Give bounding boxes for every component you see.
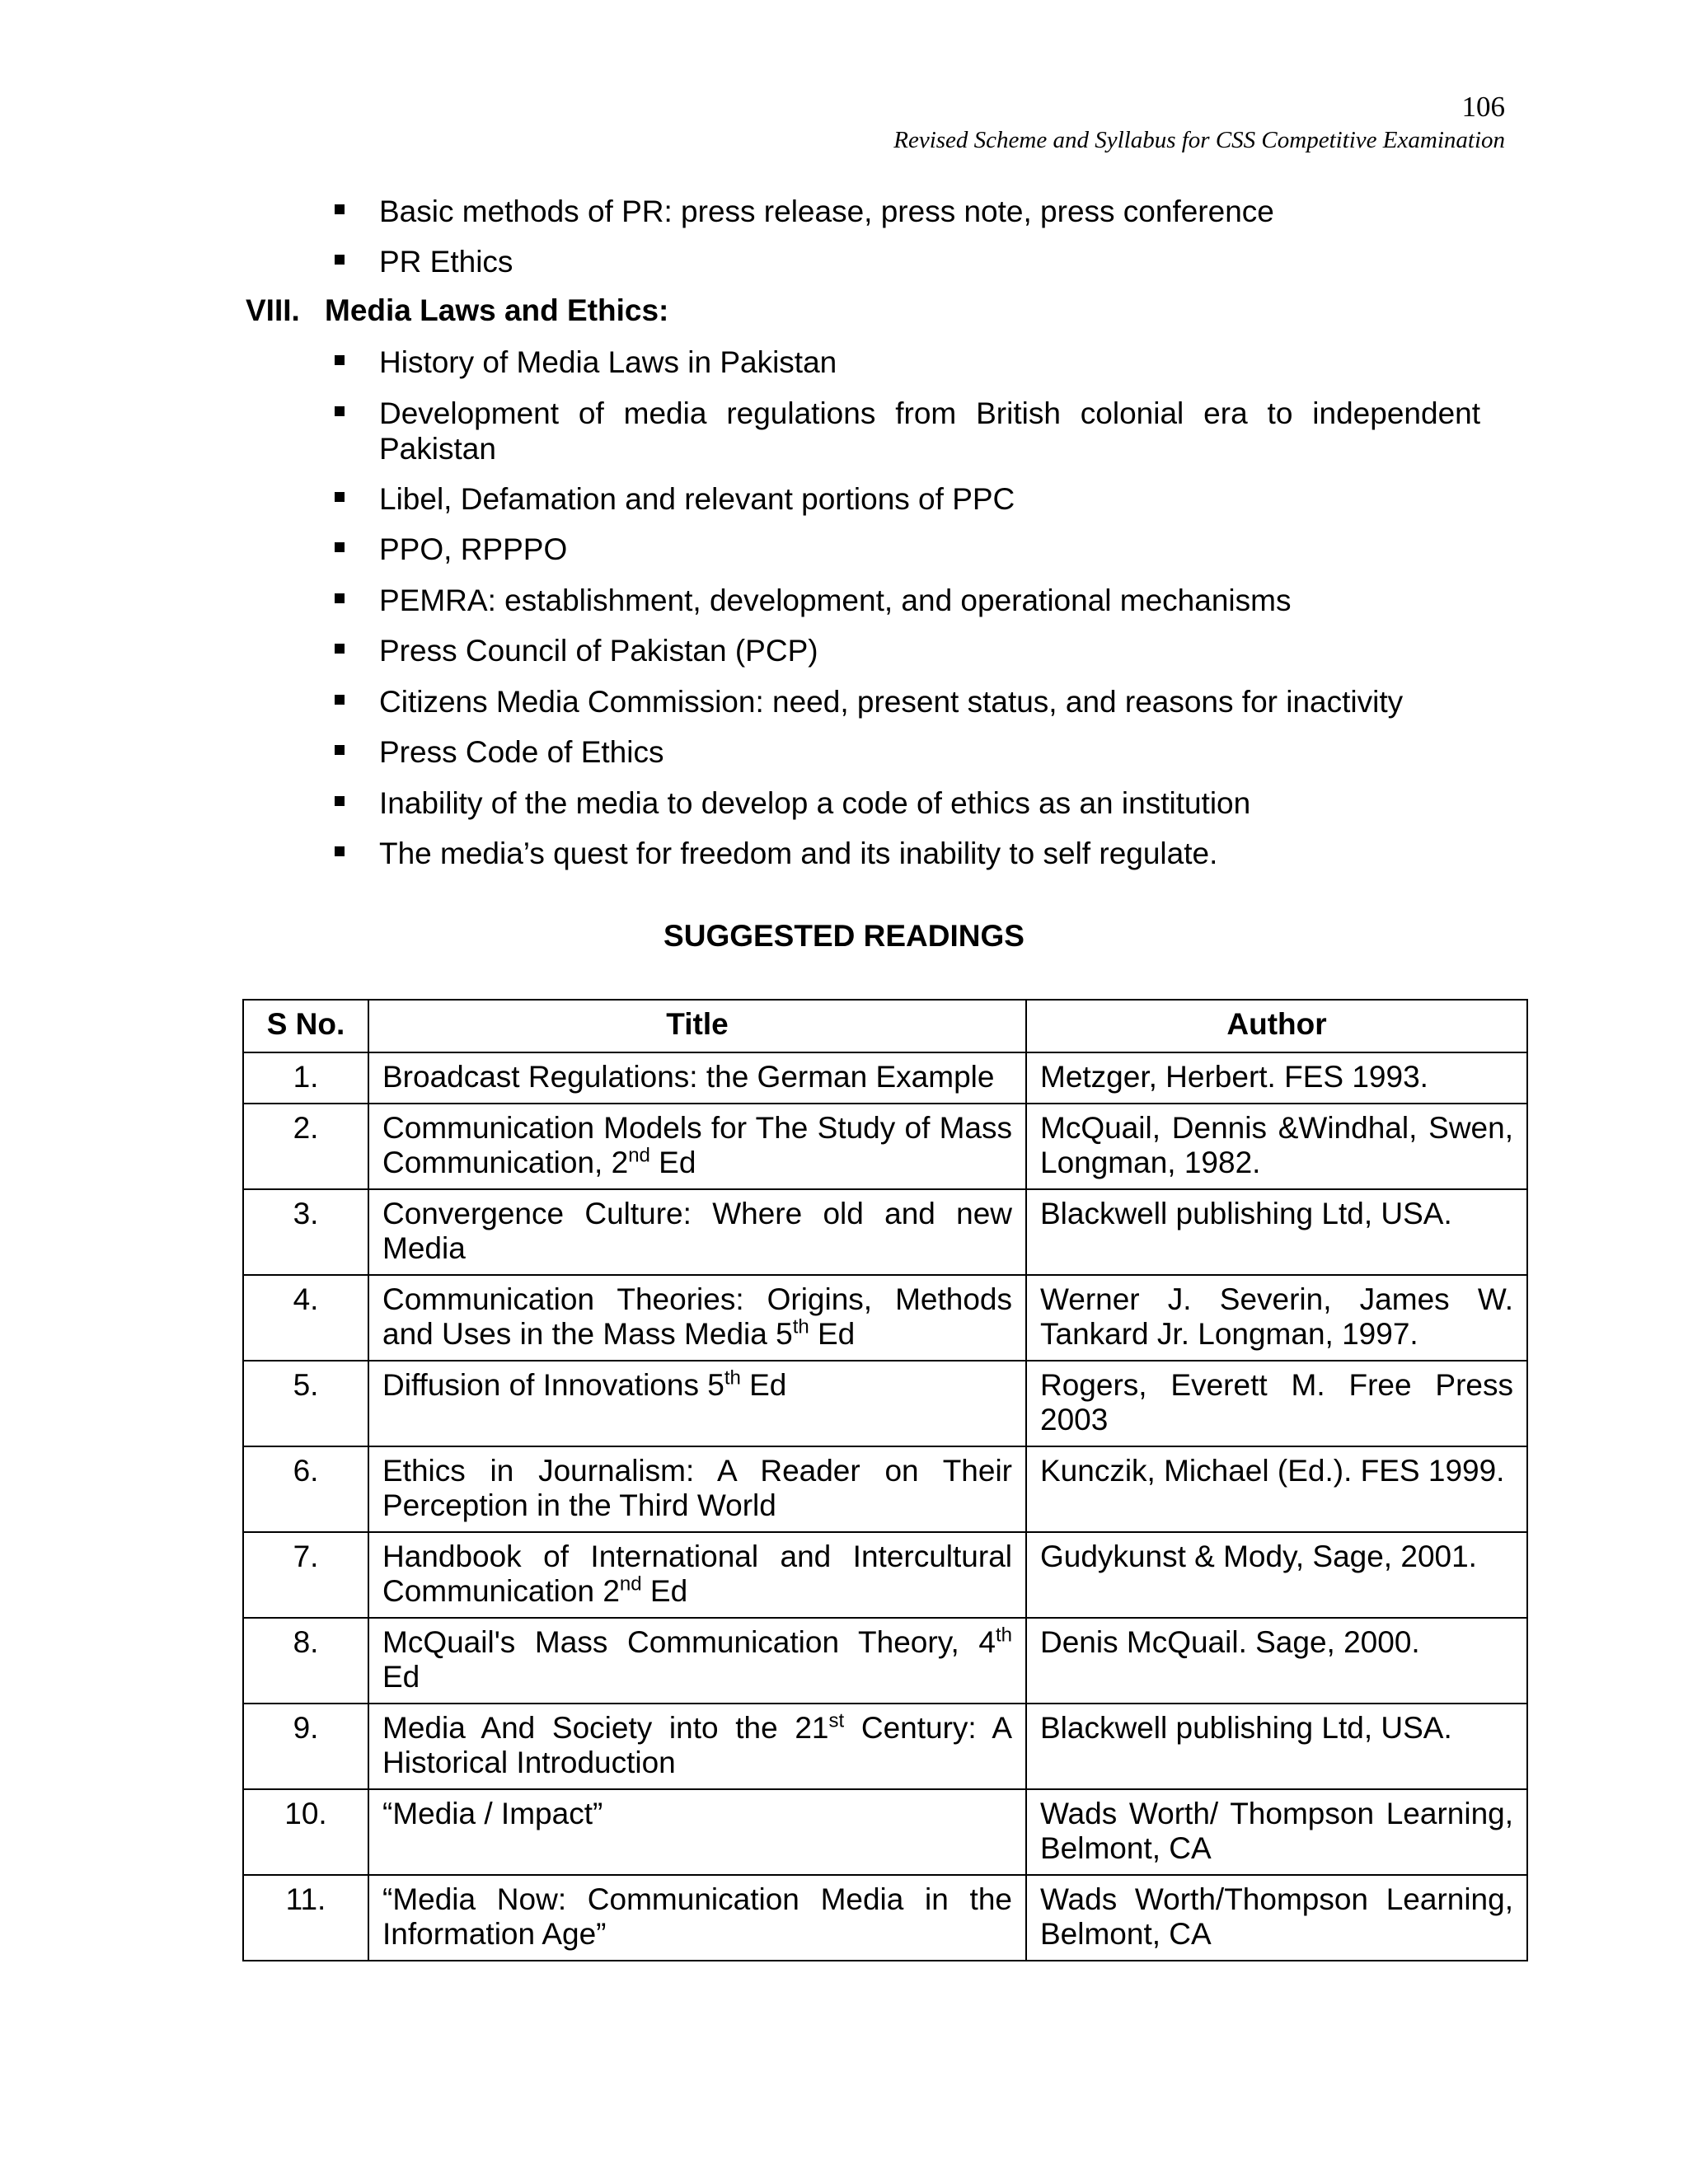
cell-author: Wads Worth/ Thompson Learning, Belmont, CA bbox=[1026, 1789, 1527, 1875]
list-item: Press Code of Ethics bbox=[379, 734, 1480, 770]
cell-title: Broadcast Regulations: the German Example bbox=[368, 1052, 1026, 1104]
cell-title: “Media / Impact” bbox=[368, 1789, 1026, 1875]
list-item: Development of media regulations from British colonial era to independent Pakistan bbox=[379, 396, 1480, 466]
square-bullet-icon bbox=[335, 695, 345, 705]
list-item: Citizens Media Commission: need, present status, and reasons for inactivity bbox=[379, 684, 1480, 719]
table-row bbox=[243, 1704, 1527, 1789]
table-row bbox=[243, 1875, 1527, 1961]
square-bullet-icon bbox=[335, 644, 345, 654]
list-item: Libel, Defamation and relevant portions of PPC bbox=[379, 481, 1480, 517]
square-bullet-icon bbox=[335, 355, 345, 365]
cell-author: Gudykunst & Mody, Sage, 2001. bbox=[1026, 1532, 1527, 1618]
square-bullet-icon bbox=[335, 745, 345, 755]
cell-title: Communication Models for The Study of Mass Communication, 2nd Ed bbox=[368, 1104, 1026, 1189]
cell-sno: 1. bbox=[243, 1052, 368, 1104]
cell-author: Wads Worth/Thompson Learning, Belmont, CA bbox=[1026, 1875, 1527, 1961]
cell-sno: 10. bbox=[243, 1789, 368, 1875]
square-bullet-icon bbox=[335, 796, 345, 806]
section-number: VIII. bbox=[246, 293, 300, 327]
list-item: Press Council of Pakistan (PCP) bbox=[379, 633, 1480, 668]
cell-sno: 7. bbox=[243, 1532, 368, 1618]
cell-sno: 5. bbox=[243, 1361, 368, 1446]
list-item: Basic methods of PR: press release, press note, press conference bbox=[379, 194, 1480, 229]
column-header-author: Author bbox=[1026, 1000, 1527, 1052]
table-header-row bbox=[243, 1000, 1527, 1052]
square-bullet-icon bbox=[335, 406, 345, 416]
suggested-readings-heading: SUGGESTED READINGS bbox=[663, 919, 1025, 953]
table-row bbox=[243, 1789, 1527, 1875]
cell-author: Kunczik, Michael (Ed.). FES 1999. bbox=[1026, 1446, 1527, 1532]
list-item: The media’s quest for freedom and its inability to self regulate. bbox=[379, 836, 1480, 871]
cell-sno: 2. bbox=[243, 1104, 368, 1189]
table-row bbox=[243, 1104, 1527, 1189]
square-bullet-icon bbox=[335, 255, 345, 265]
cell-title: Media And Society into the 21st Century: A Historical Introduction bbox=[368, 1704, 1026, 1789]
running-title: Revised Scheme and Syllabus for CSS Competitive Examination bbox=[893, 127, 1505, 153]
square-bullet-icon bbox=[335, 846, 345, 856]
cell-title: McQuail's Mass Communication Theory, 4th Ed bbox=[368, 1618, 1026, 1704]
page-header bbox=[893, 89, 1505, 155]
table-row bbox=[243, 1275, 1527, 1361]
square-bullet-icon bbox=[335, 204, 345, 214]
cell-author: Rogers, Everett M. Free Press 2003 bbox=[1026, 1361, 1527, 1446]
column-header-title: Title bbox=[368, 1000, 1026, 1052]
cell-sno: 4. bbox=[243, 1275, 368, 1361]
table-row bbox=[243, 1618, 1527, 1704]
table-row bbox=[243, 1052, 1527, 1104]
square-bullet-icon bbox=[335, 492, 345, 502]
cell-sno: 11. bbox=[243, 1875, 368, 1961]
square-bullet-icon bbox=[335, 542, 345, 552]
list-item: Inability of the media to develop a code of ethics as an institution bbox=[379, 785, 1480, 821]
list-item: PPO, RPPPO bbox=[379, 532, 1480, 567]
table-row bbox=[243, 1189, 1527, 1275]
cell-author: McQuail, Dennis &Windhal, Swen, Longman, 1982. bbox=[1026, 1104, 1527, 1189]
cell-author: Blackwell publishing Ltd, USA. bbox=[1026, 1189, 1527, 1275]
table-row bbox=[243, 1361, 1527, 1446]
cell-title: Ethics in Journalism: A Reader on Their Perception in the Third World bbox=[368, 1446, 1026, 1532]
cell-title: Convergence Culture: Where old and new Media bbox=[368, 1189, 1026, 1275]
cell-sno: 3. bbox=[243, 1189, 368, 1275]
cell-author: Werner J. Severin, James W. Tankard Jr. Longman, 1997. bbox=[1026, 1275, 1527, 1361]
readings-table bbox=[242, 999, 1528, 1961]
page-number: 106 bbox=[1461, 91, 1505, 123]
section-heading bbox=[246, 293, 668, 328]
cell-sno: 8. bbox=[243, 1618, 368, 1704]
table-row bbox=[243, 1446, 1527, 1532]
table-row bbox=[243, 1532, 1527, 1618]
column-header-sno: S No. bbox=[243, 1000, 368, 1052]
cell-author: Blackwell publishing Ltd, USA. bbox=[1026, 1704, 1527, 1789]
cell-title: Diffusion of Innovations 5th Ed bbox=[368, 1361, 1026, 1446]
cell-sno: 9. bbox=[243, 1704, 368, 1789]
cell-title: Handbook of International and Intercultural Communication 2nd Ed bbox=[368, 1532, 1026, 1618]
list-item: PEMRA: establishment, development, and operational mechanisms bbox=[379, 583, 1480, 618]
cell-author: Denis McQuail. Sage, 2000. bbox=[1026, 1618, 1527, 1704]
square-bullet-icon bbox=[335, 593, 345, 603]
cell-sno: 6. bbox=[243, 1446, 368, 1532]
cell-author: Metzger, Herbert. FES 1993. bbox=[1026, 1052, 1527, 1104]
cell-title: Communication Theories: Origins, Methods and Uses in the Mass Media 5th Ed bbox=[368, 1275, 1026, 1361]
list-item: History of Media Laws in Pakistan bbox=[379, 344, 1480, 380]
section-title: Media Laws and Ethics: bbox=[325, 293, 669, 327]
cell-title: “Media Now: Communication Media in the Information Age” bbox=[368, 1875, 1026, 1961]
list-item: PR Ethics bbox=[379, 244, 1480, 279]
